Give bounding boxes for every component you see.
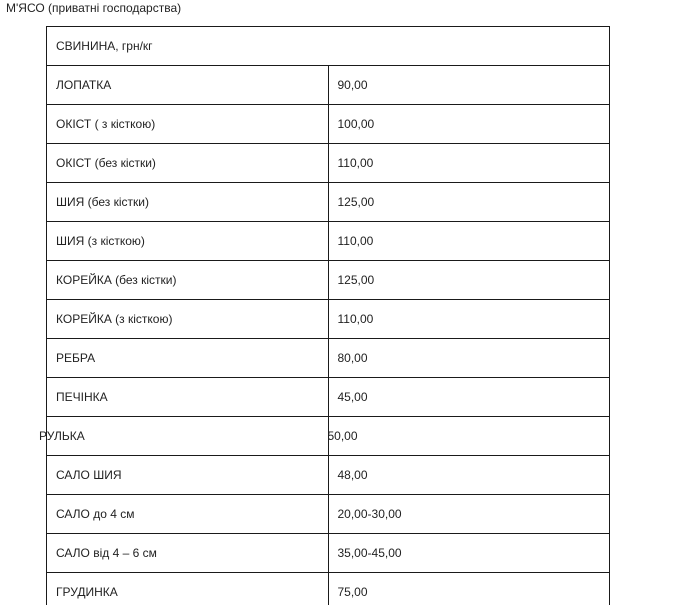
table-row	[47, 105, 610, 144]
product-name-cell: САЛО ШИЯ	[47, 456, 329, 495]
table-row	[47, 456, 610, 495]
price-table	[39, 26, 610, 605]
price-cell: 110,00	[328, 300, 610, 339]
price-cell	[328, 417, 610, 456]
table-row	[47, 222, 610, 261]
product-name-cell: ОКІСТ ( з кісткою)	[47, 105, 329, 144]
product-name-cell: ПЕЧІНКА	[47, 378, 329, 417]
product-name-cell: ШИЯ (без кістки)	[47, 183, 329, 222]
table-row	[47, 378, 610, 417]
price-cell: 35,00-45,00	[328, 534, 610, 573]
product-name-text: РУЛЬКА	[39, 429, 85, 443]
price-cell: 110,00	[328, 144, 610, 183]
price-cell: 75,00	[328, 573, 610, 605]
price-cell: 45,00	[328, 378, 610, 417]
price-cell: 125,00	[328, 183, 610, 222]
table-row	[47, 495, 610, 534]
product-name-cell: САЛО до 4 см	[47, 495, 329, 534]
table-row	[47, 573, 610, 605]
table-row	[47, 261, 610, 300]
table-row	[47, 183, 610, 222]
table-row	[47, 339, 610, 378]
price-text: 50,00	[327, 429, 358, 443]
product-name-cell: ОКІСТ (без кістки)	[47, 144, 329, 183]
table-row	[47, 534, 610, 573]
price-cell: 100,00	[328, 105, 610, 144]
table-header-row	[47, 27, 610, 66]
product-name-cell: КОРЕЙКА (без кістки)	[47, 261, 329, 300]
table-row	[47, 417, 610, 456]
table-row	[47, 66, 610, 105]
product-name-cell: ЛОПАТКА	[47, 66, 329, 105]
product-name-cell: ГРУДИНКА	[47, 573, 329, 605]
price-cell: 80,00	[328, 339, 610, 378]
product-name-cell: РЕБРА	[47, 339, 329, 378]
table-header-cell: СВИНИНА, грн/кг	[47, 27, 610, 66]
price-cell: 48,00	[328, 456, 610, 495]
product-name-cell: КОРЕЙКА (з кісткою)	[47, 300, 329, 339]
product-name-cell: САЛО від 4 – 6 см	[47, 534, 329, 573]
table-row	[47, 144, 610, 183]
table-row	[47, 300, 610, 339]
page-title: М'ЯСО (приватні господарства)	[6, 1, 182, 15]
price-cell: 90,00	[328, 66, 610, 105]
product-name-cell	[39, 417, 329, 456]
price-cell: 110,00	[328, 222, 610, 261]
price-cell: 20,00-30,00	[328, 495, 610, 534]
product-name-cell: ШИЯ (з кісткою)	[47, 222, 329, 261]
price-cell: 125,00	[328, 261, 610, 300]
